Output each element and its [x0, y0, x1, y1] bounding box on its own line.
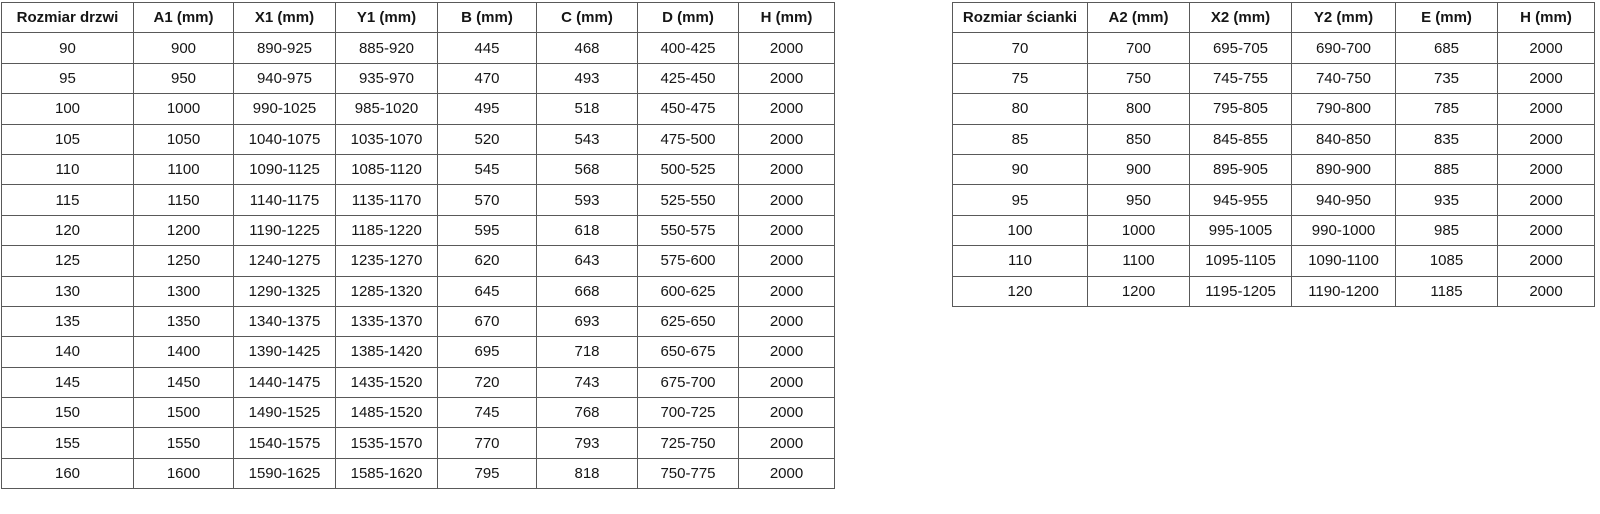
table-cell: 990-1025 [234, 94, 336, 124]
table-cell: 520 [438, 124, 537, 154]
table-cell: 400-425 [638, 33, 739, 63]
table-cell: 145 [2, 367, 134, 397]
table-row [953, 215, 1595, 245]
table-cell: 695-705 [1190, 33, 1292, 63]
table-cell: 818 [537, 458, 638, 488]
table-cell: 720 [438, 367, 537, 397]
table-cell: 1540-1575 [234, 428, 336, 458]
table-cell: 120 [2, 215, 134, 245]
table-cell: 650-675 [638, 337, 739, 367]
table-cell: 130 [2, 276, 134, 306]
table-row [2, 94, 835, 124]
table-cell: 950 [1088, 185, 1190, 215]
table-row [2, 398, 835, 428]
table-cell: 1100 [1088, 246, 1190, 276]
column-header: Y2 (mm) [1292, 3, 1396, 33]
table-cell: 1450 [134, 367, 234, 397]
table-cell: 2000 [1498, 124, 1595, 154]
table-row [2, 458, 835, 488]
table-cell: 840-850 [1292, 124, 1396, 154]
table-cell: 445 [438, 33, 537, 63]
table-cell: 90 [2, 33, 134, 63]
table-cell: 768 [537, 398, 638, 428]
table-cell: 1040-1075 [234, 124, 336, 154]
table-cell: 750 [1088, 63, 1190, 93]
table-row [2, 246, 835, 276]
table-cell: 90 [953, 154, 1088, 184]
table-cell: 1285-1320 [336, 276, 438, 306]
table-cell: 600-625 [638, 276, 739, 306]
table-cell: 2000 [1498, 94, 1595, 124]
table-cell: 945-955 [1190, 185, 1292, 215]
table-row [2, 276, 835, 306]
table-cell: 1035-1070 [336, 124, 438, 154]
table-cell: 770 [438, 428, 537, 458]
table-cell: 1335-1370 [336, 306, 438, 336]
table-cell: 2000 [739, 33, 835, 63]
table-row [2, 124, 835, 154]
table-cell: 2000 [1498, 276, 1595, 306]
table-cell: 1190-1225 [234, 215, 336, 245]
table-cell: 518 [537, 94, 638, 124]
table-cell: 2000 [739, 276, 835, 306]
table-row [953, 154, 1595, 184]
table-cell: 1085 [1396, 246, 1498, 276]
table-cell: 2000 [739, 306, 835, 336]
table-cell: 2000 [739, 246, 835, 276]
table-row [2, 367, 835, 397]
table-row [953, 185, 1595, 215]
table-row [2, 63, 835, 93]
table-cell: 593 [537, 185, 638, 215]
column-header: D (mm) [638, 3, 739, 33]
column-header: H (mm) [1498, 3, 1595, 33]
table-cell: 700 [1088, 33, 1190, 63]
table-cell: 1340-1375 [234, 306, 336, 336]
table-cell: 2000 [1498, 33, 1595, 63]
table-cell: 1350 [134, 306, 234, 336]
table-cell: 1585-1620 [336, 458, 438, 488]
table-cell: 1085-1120 [336, 154, 438, 184]
table-cell: 1485-1520 [336, 398, 438, 428]
table-cell: 2000 [739, 398, 835, 428]
table-cell: 1235-1270 [336, 246, 438, 276]
table-cell: 1435-1520 [336, 367, 438, 397]
table-cell: 80 [953, 94, 1088, 124]
table-row [2, 428, 835, 458]
table-cell: 985-1020 [336, 94, 438, 124]
table-cell: 1535-1570 [336, 428, 438, 458]
table-cell: 475-500 [638, 124, 739, 154]
table-cell: 790-800 [1292, 94, 1396, 124]
table-cell: 1400 [134, 337, 234, 367]
table-cell: 725-750 [638, 428, 739, 458]
column-header: X1 (mm) [234, 3, 336, 33]
table-cell: 900 [1088, 154, 1190, 184]
table-cell: 1440-1475 [234, 367, 336, 397]
table-cell: 895-905 [1190, 154, 1292, 184]
table-cell: 890-900 [1292, 154, 1396, 184]
table-row [2, 185, 835, 215]
table-row [953, 33, 1595, 63]
table-cell: 1135-1170 [336, 185, 438, 215]
table-cell: 718 [537, 337, 638, 367]
table-cell: 1000 [134, 94, 234, 124]
column-header: C (mm) [537, 3, 638, 33]
table-cell: 1250 [134, 246, 234, 276]
column-header: Y1 (mm) [336, 3, 438, 33]
table-cell: 2000 [739, 215, 835, 245]
table-cell: 1590-1625 [234, 458, 336, 488]
table-cell: 543 [537, 124, 638, 154]
table-cell: 835 [1396, 124, 1498, 154]
table-cell: 1200 [1088, 276, 1190, 306]
table-cell: 1095-1105 [1190, 246, 1292, 276]
table-cell: 2000 [1498, 185, 1595, 215]
table-cell: 800 [1088, 94, 1190, 124]
table-cell: 135 [2, 306, 134, 336]
table-cell: 500-525 [638, 154, 739, 184]
column-header: A1 (mm) [134, 3, 234, 33]
table-cell: 885 [1396, 154, 1498, 184]
table-cell: 575-600 [638, 246, 739, 276]
table-cell: 985 [1396, 215, 1498, 245]
table-cell: 1240-1275 [234, 246, 336, 276]
table-cell: 2000 [1498, 154, 1595, 184]
table-cell: 95 [2, 63, 134, 93]
table-cell: 745 [438, 398, 537, 428]
table-cell: 2000 [739, 185, 835, 215]
column-header: A2 (mm) [1088, 3, 1190, 33]
table-cell: 890-925 [234, 33, 336, 63]
table-cell: 618 [537, 215, 638, 245]
table-cell: 70 [953, 33, 1088, 63]
table-cell: 750-775 [638, 458, 739, 488]
table-cell: 1185-1220 [336, 215, 438, 245]
table-row [953, 94, 1595, 124]
table-cell: 525-550 [638, 185, 739, 215]
table-row [953, 246, 1595, 276]
table-cell: 493 [537, 63, 638, 93]
table-cell: 940-950 [1292, 185, 1396, 215]
table-cell: 2000 [739, 337, 835, 367]
table-row [953, 63, 1595, 93]
wall-size-table [952, 2, 1595, 307]
table-cell: 740-750 [1292, 63, 1396, 93]
table-row [2, 33, 835, 63]
table-cell: 695 [438, 337, 537, 367]
table-cell: 675-700 [638, 367, 739, 397]
table-row [953, 276, 1595, 306]
table-cell: 885-920 [336, 33, 438, 63]
table-cell: 1200 [134, 215, 234, 245]
table-cell: 2000 [1498, 246, 1595, 276]
table-cell: 1385-1420 [336, 337, 438, 367]
table-cell: 75 [953, 63, 1088, 93]
table-cell: 690-700 [1292, 33, 1396, 63]
table-cell: 160 [2, 458, 134, 488]
table-cell: 2000 [739, 94, 835, 124]
table-cell: 468 [537, 33, 638, 63]
table-row [2, 215, 835, 245]
column-header: B (mm) [438, 3, 537, 33]
column-header: X2 (mm) [1190, 3, 1292, 33]
table-cell: 700-725 [638, 398, 739, 428]
table-cell: 450-475 [638, 94, 739, 124]
table-cell: 2000 [739, 154, 835, 184]
table-cell: 1490-1525 [234, 398, 336, 428]
table-cell: 1140-1175 [234, 185, 336, 215]
table-cell: 1195-1205 [1190, 276, 1292, 306]
table-row [953, 124, 1595, 154]
column-header: E (mm) [1396, 3, 1498, 33]
table-cell: 1500 [134, 398, 234, 428]
table-cell: 470 [438, 63, 537, 93]
table-cell: 743 [537, 367, 638, 397]
table-cell: 1600 [134, 458, 234, 488]
table-cell: 568 [537, 154, 638, 184]
table-cell: 1090-1100 [1292, 246, 1396, 276]
table-cell: 745-755 [1190, 63, 1292, 93]
table-cell: 935-970 [336, 63, 438, 93]
table-cell: 940-975 [234, 63, 336, 93]
table-cell: 935 [1396, 185, 1498, 215]
table-cell: 100 [2, 94, 134, 124]
table-cell: 2000 [739, 458, 835, 488]
table-cell: 645 [438, 276, 537, 306]
table-cell: 2000 [1498, 215, 1595, 245]
table-cell: 120 [953, 276, 1088, 306]
table-cell: 1550 [134, 428, 234, 458]
table-cell: 1090-1125 [234, 154, 336, 184]
table-cell: 668 [537, 276, 638, 306]
table-cell: 2000 [739, 124, 835, 154]
table-cell: 105 [2, 124, 134, 154]
table-cell: 1290-1325 [234, 276, 336, 306]
table-cell: 2000 [739, 367, 835, 397]
wall-table-header-row [953, 3, 1595, 33]
table-cell: 2000 [1498, 63, 1595, 93]
table-cell: 995-1005 [1190, 215, 1292, 245]
table-cell: 115 [2, 185, 134, 215]
table-cell: 845-855 [1190, 124, 1292, 154]
table-cell: 155 [2, 428, 134, 458]
table-cell: 735 [1396, 63, 1498, 93]
table-cell: 1150 [134, 185, 234, 215]
table-cell: 1100 [134, 154, 234, 184]
table-cell: 150 [2, 398, 134, 428]
table-cell: 95 [953, 185, 1088, 215]
table-cell: 620 [438, 246, 537, 276]
table-cell: 795-805 [1190, 94, 1292, 124]
table-cell: 1050 [134, 124, 234, 154]
table-cell: 495 [438, 94, 537, 124]
table-cell: 550-575 [638, 215, 739, 245]
table-row [2, 154, 835, 184]
table-cell: 685 [1396, 33, 1498, 63]
table-cell: 2000 [739, 63, 835, 93]
table-cell: 643 [537, 246, 638, 276]
table-cell: 850 [1088, 124, 1190, 154]
table-cell: 595 [438, 215, 537, 245]
door-table-header-row [2, 3, 835, 33]
table-cell: 110 [2, 154, 134, 184]
table-cell: 1300 [134, 276, 234, 306]
table-cell: 425-450 [638, 63, 739, 93]
table-cell: 795 [438, 458, 537, 488]
table-row [2, 337, 835, 367]
table-cell: 570 [438, 185, 537, 215]
table-cell: 793 [537, 428, 638, 458]
column-header: Rozmiar ścianki [953, 3, 1088, 33]
column-header: H (mm) [739, 3, 835, 33]
table-cell: 125 [2, 246, 134, 276]
table-cell: 2000 [739, 428, 835, 458]
door-size-table [1, 2, 835, 489]
table-cell: 1190-1200 [1292, 276, 1396, 306]
table-cell: 85 [953, 124, 1088, 154]
table-cell: 625-650 [638, 306, 739, 336]
table-cell: 545 [438, 154, 537, 184]
column-header: Rozmiar drzwi [2, 3, 134, 33]
table-cell: 1390-1425 [234, 337, 336, 367]
table-row [2, 306, 835, 336]
table-cell: 693 [537, 306, 638, 336]
table-cell: 950 [134, 63, 234, 93]
table-cell: 100 [953, 215, 1088, 245]
table-cell: 785 [1396, 94, 1498, 124]
table-cell: 1185 [1396, 276, 1498, 306]
table-cell: 140 [2, 337, 134, 367]
table-cell: 110 [953, 246, 1088, 276]
table-cell: 670 [438, 306, 537, 336]
table-cell: 900 [134, 33, 234, 63]
table-cell: 990-1000 [1292, 215, 1396, 245]
table-cell: 1000 [1088, 215, 1190, 245]
